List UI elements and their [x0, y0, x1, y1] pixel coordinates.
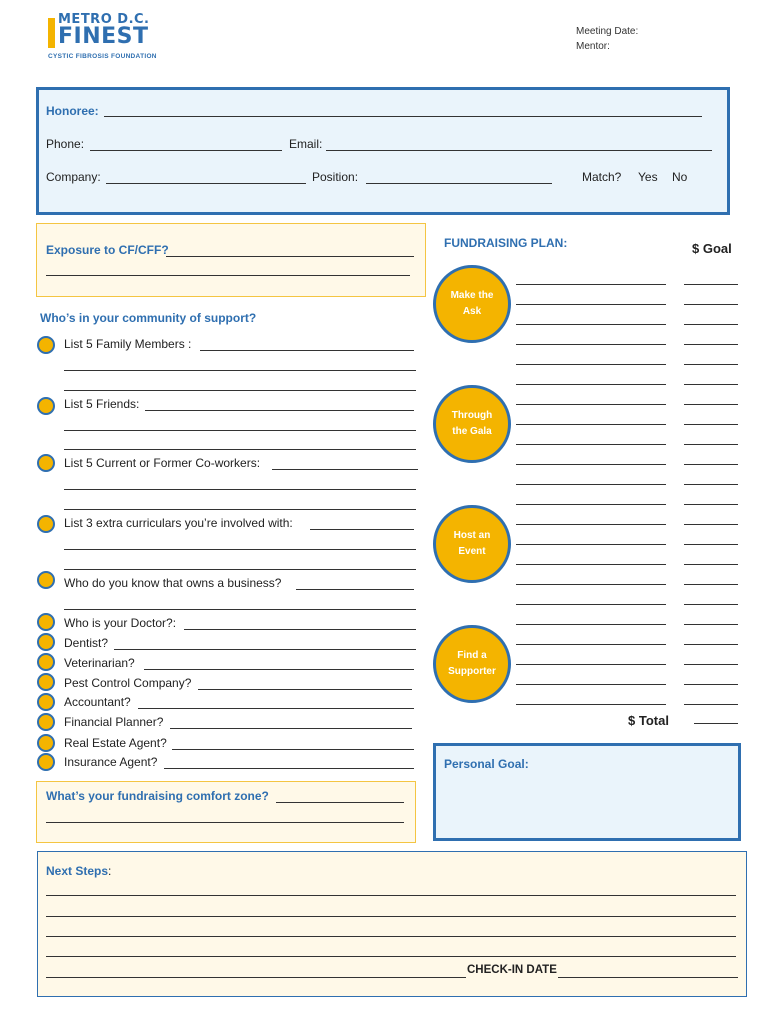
next-steps-field[interactable]: [46, 895, 736, 896]
plan-item-field[interactable]: [516, 664, 666, 665]
friends-field-2[interactable]: [64, 430, 416, 431]
logo-main-text: FINEST: [58, 24, 149, 49]
bullet-icon: [37, 734, 55, 752]
doctor-label: Who is your Doctor?:: [64, 616, 177, 630]
logo-top-text: METRO D.C.: [58, 12, 150, 27]
plan-item-field[interactable]: [516, 344, 666, 345]
exposure-field-2[interactable]: [46, 275, 410, 276]
total-label: $ Total: [628, 713, 669, 728]
extracurriculars-label: List 3 extra curriculars you’re involved with:: [64, 516, 293, 530]
position-label: Position:: [312, 170, 359, 184]
next-steps-field[interactable]: [46, 956, 736, 957]
accountant-field[interactable]: [138, 708, 414, 709]
plan-item-field[interactable]: [516, 544, 666, 545]
plan-item-field[interactable]: [516, 464, 666, 465]
coworkers-field-2[interactable]: [64, 489, 416, 490]
family-members-field-3[interactable]: [64, 390, 416, 391]
bullet-icon: [37, 613, 55, 631]
meeting-date-label: Meeting Date:: [576, 26, 639, 37]
extracurriculars-field-2[interactable]: [64, 549, 416, 550]
extracurriculars-field-3[interactable]: [64, 569, 416, 570]
checkin-field[interactable]: [558, 977, 738, 978]
plan-goal-field[interactable]: [684, 344, 738, 345]
mentor-label: Mentor:: [576, 41, 610, 52]
plan-item-field[interactable]: [516, 624, 666, 625]
financial-planner-label: Financial Planner?: [64, 715, 164, 729]
plan-goal-field[interactable]: [684, 384, 738, 385]
friends-label: List 5 Friends:: [64, 397, 140, 411]
host-an-event-circle: Host an Event: [433, 505, 511, 583]
phone-label: Phone:: [46, 137, 85, 151]
coworkers-field[interactable]: [272, 469, 418, 470]
company-field[interactable]: [106, 183, 306, 184]
business-owner-label: Who do you know that owns a business?: [64, 576, 282, 590]
dentist-label: Dentist?: [64, 636, 109, 650]
next-steps-heading: [46, 864, 111, 878]
position-field[interactable]: [366, 183, 552, 184]
exposure-label: Exposure to CF/CFF?: [46, 243, 169, 257]
insurance-label: Insurance Agent?: [64, 755, 158, 769]
bullet-icon: [37, 653, 55, 671]
next-steps-field[interactable]: [46, 916, 736, 917]
plan-goal-field[interactable]: [684, 684, 738, 685]
total-field[interactable]: [694, 723, 738, 724]
plan-goal-field[interactable]: [684, 544, 738, 545]
plan-goal-field[interactable]: [684, 464, 738, 465]
logo-sub-text: CYSTIC FIBROSIS FOUNDATION: [48, 53, 157, 60]
friends-field[interactable]: [145, 410, 414, 411]
plan-item-field[interactable]: [516, 424, 666, 425]
family-members-field[interactable]: [200, 350, 414, 351]
extracurriculars-field[interactable]: [310, 529, 414, 530]
pest-control-field[interactable]: [198, 689, 412, 690]
plan-item-field[interactable]: [516, 404, 666, 405]
bullet-icon: [37, 454, 55, 472]
plan-goal-field[interactable]: [684, 664, 738, 665]
exposure-box: [36, 223, 426, 297]
coworkers-label: List 5 Current or Former Co-workers:: [64, 456, 261, 470]
email-field[interactable]: [326, 150, 712, 151]
plan-goal-field[interactable]: [684, 284, 738, 285]
doctor-field[interactable]: [184, 629, 416, 630]
plan-item-field[interactable]: [516, 644, 666, 645]
plan-goal-field[interactable]: [684, 504, 738, 505]
dentist-field[interactable]: [114, 649, 416, 650]
accountant-label: Accountant?: [64, 695, 131, 709]
through-the-gala-circle: Through the Gala: [433, 385, 511, 463]
plan-item-field[interactable]: [516, 304, 666, 305]
business-owner-field[interactable]: [296, 589, 414, 590]
phone-field[interactable]: [90, 150, 282, 151]
community-heading: Who’s in your community of support?: [40, 311, 257, 325]
bullet-icon: [37, 515, 55, 533]
plan-item-field[interactable]: [516, 284, 666, 285]
personal-goal-label: Personal Goal:: [444, 757, 529, 771]
next-steps-box: [37, 851, 747, 997]
bullet-icon: [37, 693, 55, 711]
veterinarian-label: Veterinarian?: [64, 656, 135, 670]
bullet-icon: [37, 713, 55, 731]
coworkers-field-3[interactable]: [64, 509, 416, 510]
plan-goal-field[interactable]: [684, 404, 738, 405]
real-estate-field[interactable]: [172, 749, 414, 750]
plan-item-field[interactable]: [516, 364, 666, 365]
plan-goal-field[interactable]: [684, 564, 738, 565]
pest-control-label: Pest Control Company?: [64, 676, 192, 690]
bullet-icon: [37, 633, 55, 651]
family-members-label: List 5 Family Members :: [64, 337, 192, 351]
find-a-supporter-circle: Find a Supporter: [433, 625, 511, 703]
plan-item-field[interactable]: [516, 524, 666, 525]
exposure-field[interactable]: [166, 256, 414, 257]
checkin-label: CHECK-IN DATE: [467, 964, 557, 976]
plan-item-field[interactable]: [516, 564, 666, 565]
comfort-field[interactable]: [276, 802, 404, 803]
comfort-field-2[interactable]: [46, 822, 404, 823]
veterinarian-field[interactable]: [144, 669, 414, 670]
match-label: Match?: [582, 170, 622, 184]
make-the-ask-circle: Make the Ask: [433, 265, 511, 343]
honoree-box: [36, 87, 730, 215]
bullet-icon: [37, 673, 55, 691]
financial-planner-field[interactable]: [170, 728, 412, 729]
bullet-icon: [37, 571, 55, 589]
plan-item-field[interactable]: [516, 504, 666, 505]
plan-goal-field[interactable]: [684, 584, 738, 585]
real-estate-label: Real Estate Agent?: [64, 736, 167, 750]
plan-item-field[interactable]: [516, 444, 666, 445]
match-no-option[interactable]: No: [672, 170, 688, 184]
plan-goal-field[interactable]: [684, 324, 738, 325]
goal-heading: $ Goal: [692, 241, 732, 256]
honoree-label: Honoree:: [46, 104, 99, 118]
bullet-icon: [37, 753, 55, 771]
plan-item-field[interactable]: [516, 584, 666, 585]
logo-bar-icon: [48, 18, 55, 48]
bullet-icon: [37, 336, 55, 354]
bullet-icon: [37, 397, 55, 415]
plan-item-field[interactable]: [516, 324, 666, 325]
plan-goal-field[interactable]: [684, 424, 738, 425]
plan-item-field[interactable]: [516, 384, 666, 385]
plan-item-field[interactable]: [516, 684, 666, 685]
comfort-label: What’s your fundraising comfort zone?: [46, 789, 269, 803]
plan-goal-field[interactable]: [684, 644, 738, 645]
plan-goal-field[interactable]: [684, 704, 738, 705]
next-steps-colon: :: [108, 864, 112, 878]
friends-field-3[interactable]: [64, 449, 416, 450]
next-steps-field[interactable]: [46, 977, 466, 978]
honoree-field[interactable]: [104, 116, 702, 117]
plan-item-field[interactable]: [516, 604, 666, 605]
business-owner-field-2[interactable]: [64, 609, 416, 610]
plan-item-field[interactable]: [516, 704, 666, 705]
plan-goal-field[interactable]: [684, 304, 738, 305]
plan-goal-field[interactable]: [684, 444, 738, 445]
email-label: Email:: [289, 137, 323, 151]
plan-goal-field[interactable]: [684, 484, 738, 485]
next-steps-field[interactable]: [46, 936, 736, 937]
next-steps-label: Next Steps: [46, 864, 109, 878]
company-label: Company:: [46, 170, 101, 184]
plan-goal-field[interactable]: [684, 524, 738, 525]
family-members-field-2[interactable]: [64, 370, 416, 371]
plan-item-field[interactable]: [516, 484, 666, 485]
plan-goal-field[interactable]: [684, 624, 738, 625]
fundraising-plan-heading: FUNDRAISING PLAN:: [444, 236, 568, 250]
plan-goal-field[interactable]: [684, 604, 738, 605]
match-yes-option[interactable]: Yes: [638, 170, 658, 184]
insurance-field[interactable]: [164, 768, 414, 769]
plan-goal-field[interactable]: [684, 364, 738, 365]
